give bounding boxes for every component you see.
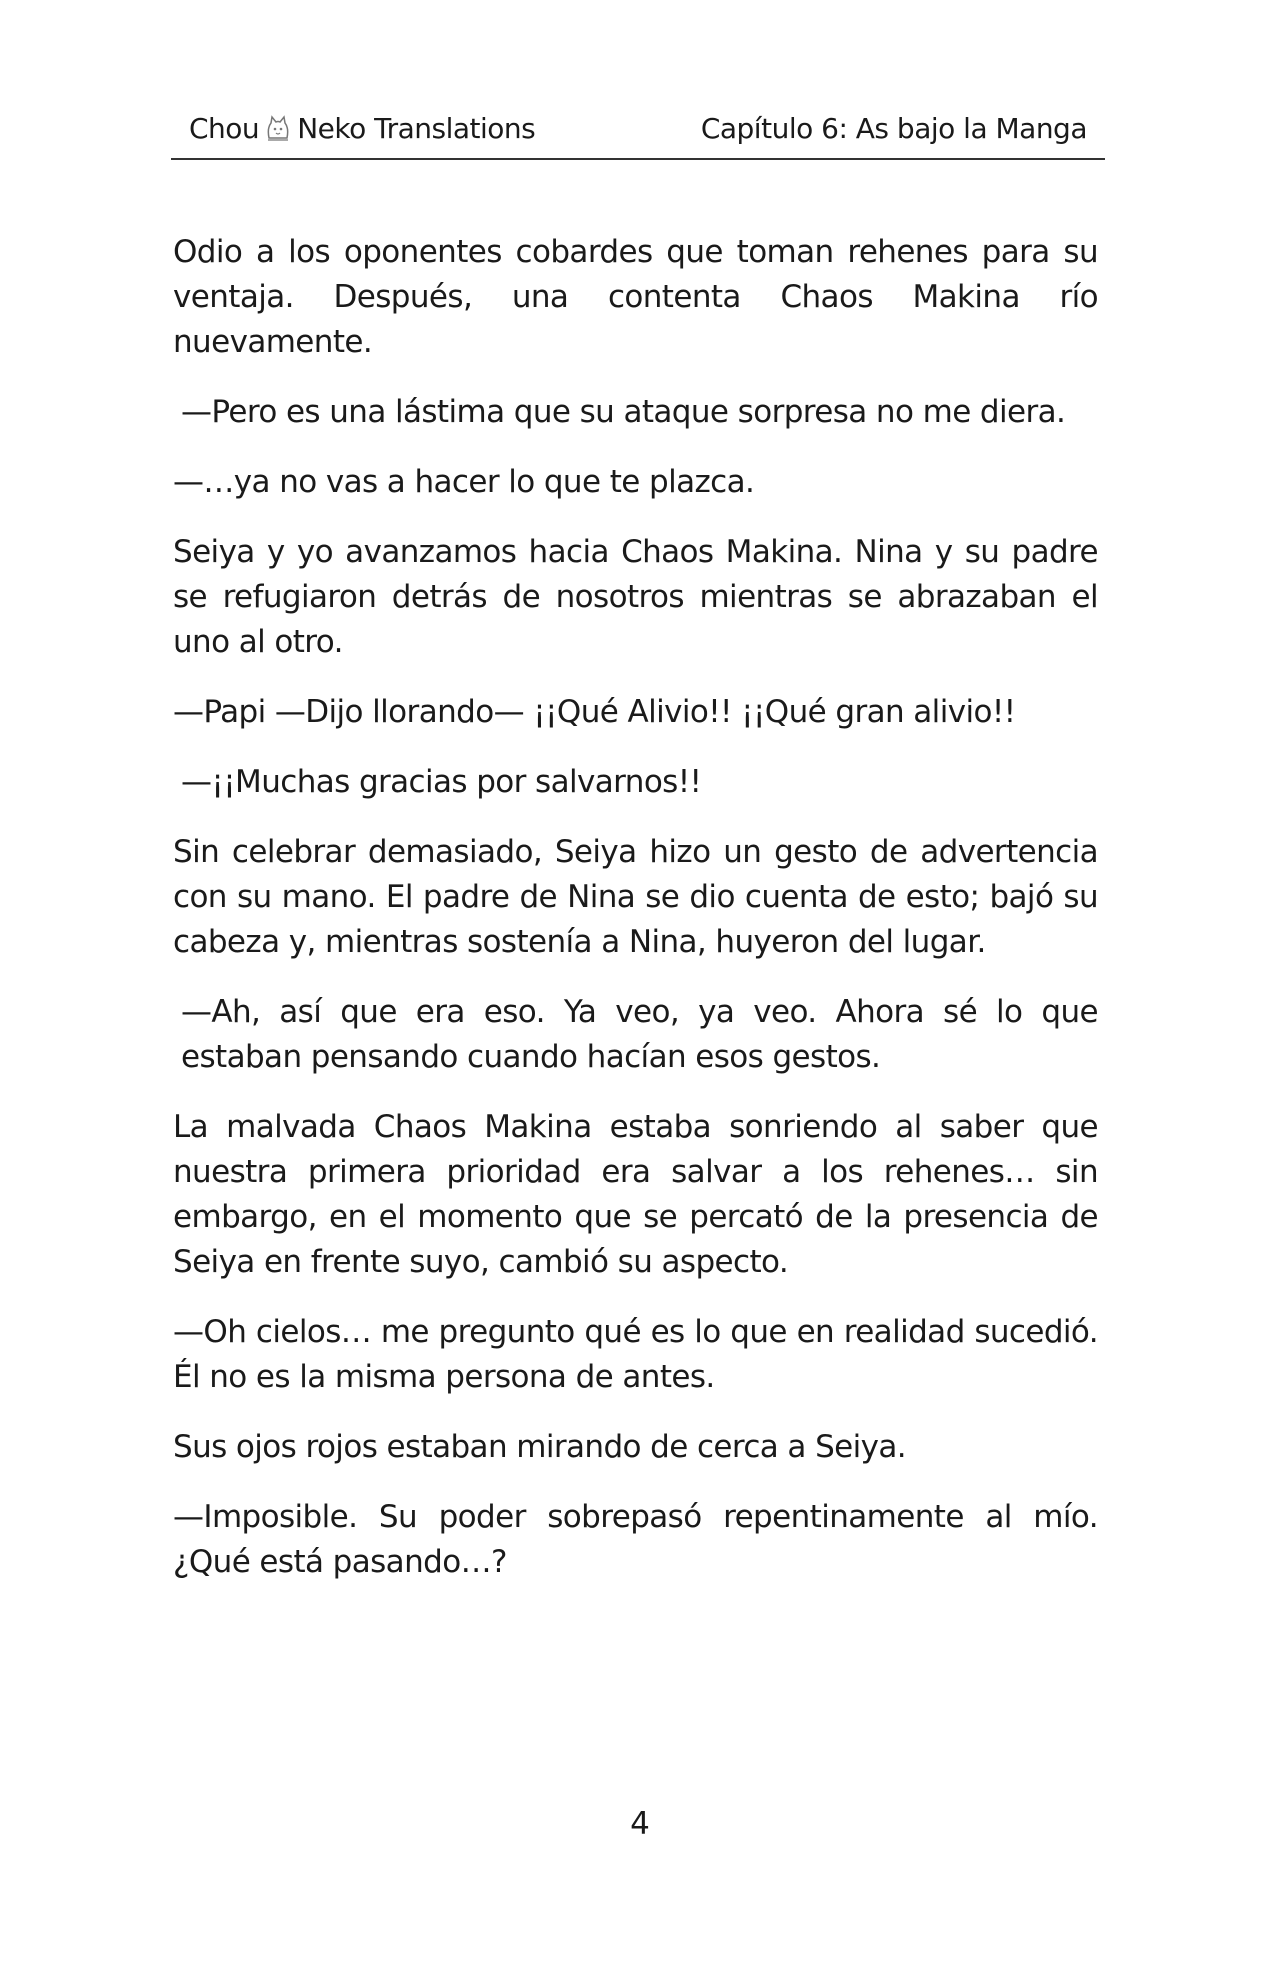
paragraph: —Oh cielos… me pregunto qué es lo que en realidad sucedió. Él no es la misma persona de antes. [173, 1314, 1098, 1395]
paragraph: —¡¡Muchas gracias por salvarnos!! [181, 764, 702, 800]
cat-icon [263, 114, 293, 144]
paragraph: La malvada Chaos Makina estaba sonriendo al saber que nuestra primera prioridad era salvar a los rehenes… sin embargo, en el momento que se percató de la presencia de Seiya en frente suyo, cambió su aspecto. [173, 1109, 1098, 1280]
paragraph: —Imposible. Su poder sobrepasó repentinamente al mío. ¿Qué está pasando…? [173, 1499, 1098, 1580]
header-site-prefix: Chou [189, 112, 260, 145]
paragraph: Sus ojos rojos estaban mirando de cerca a Seiya. [173, 1429, 907, 1465]
paragraph: —…ya no vas a hacer lo que te plazca. [173, 464, 755, 500]
page-header [171, 112, 1105, 160]
paragraph: —Pero es una lástima que su ataque sorpresa no me diera. [181, 394, 1066, 430]
page-number: 4 [630, 1806, 650, 1842]
paragraph: Odio a los oponentes cobardes que toman rehenes para su ventaja. Después, una contenta Chaos Makina río nuevamente. [173, 234, 1098, 360]
header-site-suffix: Neko Translations [297, 112, 536, 145]
paragraph: —Papi —Dijo llorando— ¡¡Qué Alivio!! ¡¡Qué gran alivio!! [173, 694, 1016, 730]
chapter-body [173, 230, 1098, 1610]
header-chapter-title: Capítulo 6: As bajo la Manga [700, 112, 1087, 145]
header-site-name [171, 112, 535, 145]
paragraph: Seiya y yo avanzamos hacia Chaos Makina. Nina y su padre se refugiaron detrás de nosotros mientras se abrazaban el uno al otro. [173, 534, 1098, 660]
paragraph: Sin celebrar demasiado, Seiya hizo un gesto de advertencia con su mano. El padre de Nina se dio cuenta de esto; bajó su cabeza y, mientras sostenía a Nina, huyeron del lugar. [173, 834, 1098, 960]
paragraph: —Ah, así que era eso. Ya veo, ya veo. Ahora sé lo que estaban pensando cuando hacían esos gestos. [181, 994, 1098, 1075]
